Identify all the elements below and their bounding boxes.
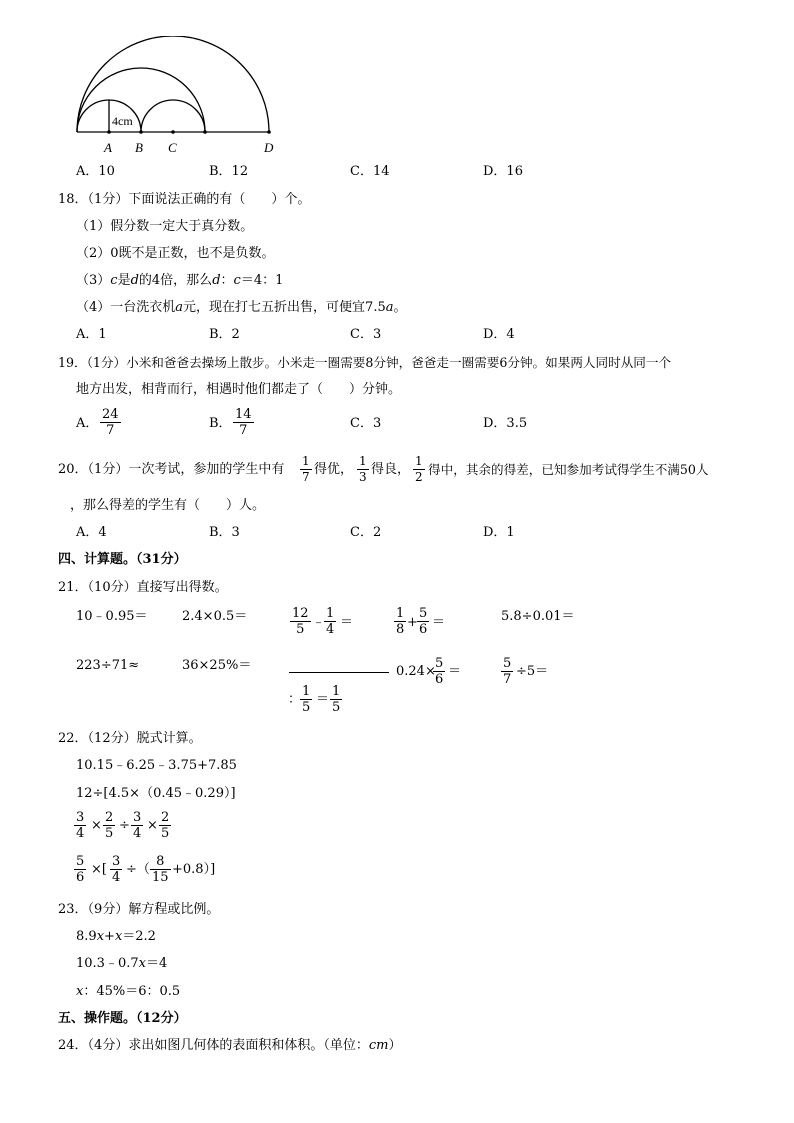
q22-line-3-op-3: × xyxy=(147,818,158,833)
q23-line-3: x：45%＝6：0.5 xyxy=(76,984,181,999)
q18-statement-1: （1）假分数一定大于真分数。 xyxy=(76,219,254,234)
q17-option-c: C．14 xyxy=(350,164,390,179)
q21-expr-10-frac-b: $\frac{1}{5}$ xyxy=(332,684,341,715)
q22-line-3-frac-3: $\frac{3}{4}$ xyxy=(133,810,142,841)
q21-stem: 21．（10分）直接写出得数。 xyxy=(58,580,228,595)
q21-expr-3-frac-a: $\frac{12}{5}$ xyxy=(292,606,309,637)
q21-expr-3-eq: ＝ xyxy=(340,615,354,630)
q18-statement-2: （2）0既不是正数，也不是负数。 xyxy=(76,246,275,261)
q22-line-3-frac-4: $\frac{2}{5}$ xyxy=(161,810,170,841)
q20-line-2: ，那么得差的学生有（ ）人。 xyxy=(70,498,266,513)
q18-option-a: A．1 xyxy=(76,327,107,342)
point-d-dot xyxy=(267,130,271,134)
q19-option-a-label: A． xyxy=(76,416,99,431)
q17-option-b: B．12 xyxy=(209,164,249,179)
q21-expr-10-eq: ＝ xyxy=(316,692,330,707)
q21-expr-10-frac-a: $\frac{1}{5}$ xyxy=(302,684,311,715)
q20-part-2: 得优， xyxy=(314,462,354,477)
q21-expr-4-frac-a: $\frac{1}{8}$ xyxy=(396,606,405,637)
q22-line-3-op-1: × xyxy=(91,818,102,833)
medium-semicircle xyxy=(77,68,205,132)
section-4-heading: 四、计算题。（31分） xyxy=(58,552,187,567)
q21-expr-5: 5.8÷0.01＝ xyxy=(501,609,575,624)
q22-line-1: 10.15﹣6.25﹣3.75+7.85 xyxy=(76,758,237,773)
q21-expr-2: 2.4×0.5＝ xyxy=(182,609,248,624)
q21-expr-3-op: ﹣ xyxy=(312,615,326,630)
point-135-dot xyxy=(203,130,207,134)
q20-fraction-1-2: $\frac{1}{2}$ xyxy=(415,454,423,484)
q21-expr-1: 10﹣0.95＝ xyxy=(76,609,148,624)
q20-part-4: 得中，其余的得差，已知参加考试得学生不满50人 xyxy=(428,462,709,477)
q17-option-a: A．10 xyxy=(76,164,115,179)
q21-expr-7: 36×25%＝ xyxy=(182,658,252,673)
q20-option-a: A．4 xyxy=(76,525,107,540)
q23-line-1: 8.9x+x＝2.2 xyxy=(76,929,156,944)
q22-line-4-frac-3: $\frac{8}{15}$ xyxy=(152,854,169,885)
q18-stem: 18．（1分）下面说法正确的有（ ）个。 xyxy=(58,192,311,207)
q23-line-2: 10.3﹣0.7x＝4 xyxy=(76,956,168,971)
q19-line-2: 地方出发，相背而行，相遇时他们都走了（ ）分钟。 xyxy=(76,382,402,397)
q20-part-1: 20．（1分）一次考试，参加的学生中有 xyxy=(58,462,285,477)
q20-option-d: D．1 xyxy=(483,525,515,540)
q18-option-b: B．2 xyxy=(209,327,240,342)
q23-stem: 23．（9分）解方程或比例。 xyxy=(58,902,220,917)
q22-stem: 22．（12分）脱式计算。 xyxy=(58,731,202,746)
small-semicircle-right xyxy=(141,100,205,132)
q19-line-1: 19．（1分）小米和爸爸去操场上散步。小米走一圈需要8分钟，爸爸走一圈需要6分钟。如果两人同时从同一个 xyxy=(58,355,672,370)
q18-statement-4: （4）一台洗衣机a元，现在打七五折出售，可便宜7.5a。 xyxy=(76,300,407,315)
q21-expr-8-frac: $\frac{5}{6}$ xyxy=(435,656,444,687)
large-semicircle xyxy=(77,36,269,132)
q21-expr-8-eq: ＝ xyxy=(448,664,462,679)
q21-expr-6: 223÷71≈ xyxy=(76,658,140,673)
q21-expr-8-prefix: 0.24× xyxy=(396,664,436,679)
q18-option-d: D．4 xyxy=(483,327,515,342)
section-5-heading: 五、操作题。（12分） xyxy=(58,1011,187,1026)
q21-expr-3-frac-b: $\frac{1}{4}$ xyxy=(326,606,335,637)
label-d: D xyxy=(264,140,274,155)
q21-expr-10-prefix: ： xyxy=(288,692,302,707)
q18-statement-3: （3）c是d的4倍，那么d：c＝4：1 xyxy=(76,273,284,288)
q22-line-3-frac-2: $\frac{2}{5}$ xyxy=(105,810,114,841)
q19-option-c: C．3 xyxy=(350,416,382,431)
q21-expr-4-op: + xyxy=(407,615,418,630)
q19-option-a-fraction: $\frac{24}{7}$ xyxy=(102,407,119,438)
q20-part-3: 得良， xyxy=(371,462,411,477)
point-b-dot xyxy=(139,130,143,134)
q20-option-c: C．2 xyxy=(350,525,382,540)
q20-fraction-1-7: $\frac{1}{7}$ xyxy=(302,454,310,484)
label-b: B xyxy=(135,140,143,155)
q19-option-b-label: B． xyxy=(209,416,232,431)
q22-line-3-op-2: ÷ xyxy=(119,818,130,833)
q21-expr-9-rest: ÷5＝ xyxy=(516,664,549,679)
q21-expr-4-eq: ＝ xyxy=(432,615,446,630)
point-a-dot xyxy=(107,130,111,134)
q19-option-b-fraction: $\frac{14}{7}$ xyxy=(235,407,252,438)
q22-line-4-frac-2: $\frac{3}{4}$ xyxy=(112,854,121,885)
point-c-dot xyxy=(171,130,175,134)
q22-line-3-frac-1: $\frac{3}{4}$ xyxy=(76,810,85,841)
label-a: A xyxy=(104,140,112,155)
q20-fraction-1-3: $\frac{1}{3}$ xyxy=(359,454,367,484)
q22-line-2: 12÷[4.5×（0.45﹣0.29）] xyxy=(76,786,236,801)
q19-option-d: D．3.5 xyxy=(483,416,528,431)
q21-answer-blank-line xyxy=(289,672,389,673)
q22-line-4-part-b: ÷（ xyxy=(126,862,150,877)
q21-expr-9-frac: $\frac{5}{7}$ xyxy=(503,656,512,687)
q17-option-d: D．16 xyxy=(483,164,523,179)
q18-option-c: C．3 xyxy=(350,327,382,342)
q20-option-b: B．3 xyxy=(209,525,240,540)
q22-line-4-part-a: ×[ xyxy=(91,862,107,877)
q21-expr-4-frac-b: $\frac{5}{6}$ xyxy=(419,606,428,637)
q24-stem: 24．（4分）求出如图几何体的表面积和体积。（单位：cm） xyxy=(58,1038,402,1053)
semicircle-figure xyxy=(70,36,280,156)
q22-line-4-frac-1: $\frac{5}{6}$ xyxy=(76,854,85,885)
label-4cm: 4cm xyxy=(112,114,133,128)
q22-line-4-part-c: +0.8）] xyxy=(172,862,216,877)
label-c: C xyxy=(168,140,177,155)
